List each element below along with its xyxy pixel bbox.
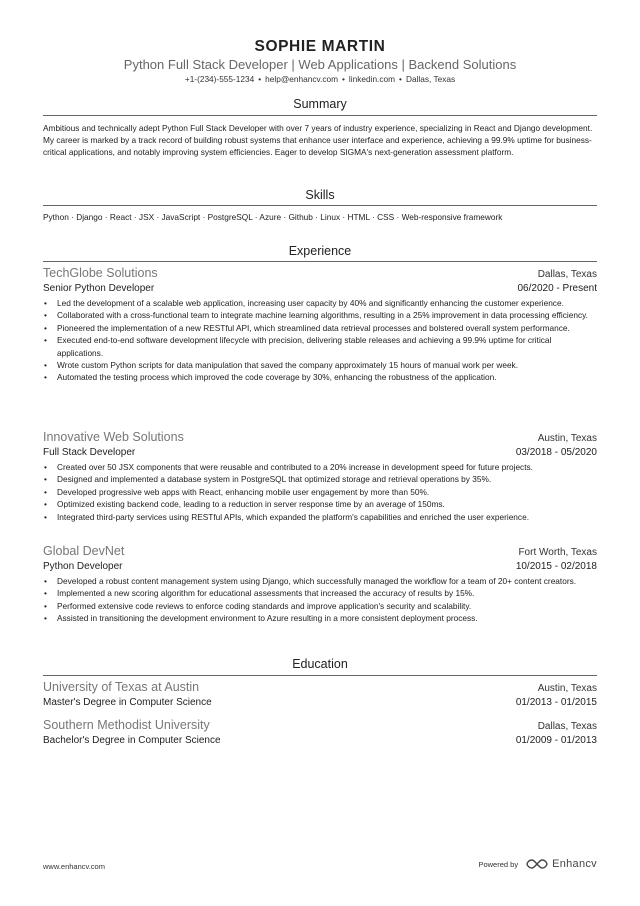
experience-section [43,244,597,258]
contact-separator: • [342,74,345,84]
job-bullets [43,297,597,384]
contact-separator: • [258,74,262,84]
school-location: Austin, Texas [537,683,597,694]
job-dates: 03/2018 - 05/2020 [515,447,597,458]
education-entry [43,718,597,748]
education-section [43,657,597,671]
education-heading: Education [292,657,348,671]
job-entry [43,430,597,523]
job-location: Dallas, Texas [537,269,597,280]
resume-header [0,0,640,85]
candidate-name: SOPHIE MARTIN [254,38,386,55]
section-divider [43,261,597,262]
footer-branding [478,858,597,870]
location-text: Dallas, Texas [405,74,456,84]
job-role: Senior Python Developer [43,283,155,294]
contact-separator: • [399,74,402,84]
bullet-item: • Integrated third-party services using RESTful APIs, which expanded the platform's capabilities and enriched the user experience. [43,511,597,523]
skills-list: Python · Django · React · JSX · JavaScript · PostgreSQL · Azure · Github · Linux · HTML · CSS · Web-responsive framework [43,212,503,222]
job-bullets [43,461,597,523]
contact-line [0,74,640,85]
skills-heading: Skills [305,188,335,202]
email-link[interactable]: help@enhancv.com [265,74,339,84]
bullet-item: • Executed end-to-end software development lifecycle with precision, delivering stable releases and achieving a 99.9% uptime for critical applications. [43,334,597,359]
job-entry [43,266,597,384]
job-bullets [43,575,597,625]
bullet-item: • Created over 50 JSX components that were reusable and contributed to a 20% increase in development speed for future projects. [43,461,597,473]
section-divider [43,115,597,116]
school-name: University of Texas at Austin [43,680,200,694]
bullet-item: • Developed progressive web apps with React, enhancing mobile user engagement by more than 50%. [43,486,597,498]
company-name: Innovative Web Solutions [43,430,184,444]
job-location: Austin, Texas [537,433,597,444]
job-role: Full Stack Developer [43,447,136,458]
job-dates: 10/2015 - 02/2018 [515,561,597,572]
school-name: Southern Methodist University [43,718,210,732]
summary-text: Ambitious and technically adept Python Full Stack Developer with over 7 years of industry experience, specializing in React and Django development. My career is marked by a track record of building robust systems that enhance user interface and experience, achieving a 99.9% uptime for business-critical applications, and notably improving system efficiencies. Eager to develop SIGMA's next-generation assessment platform. [43,123,593,157]
bullet-item: • Developed a robust content management system using Django, which successfully managed the workflow for a team of 20+ content creators. [43,575,597,587]
section-divider [43,205,597,206]
bullet-item: • Designed and implemented a database system in PostgreSQL that optimized storage and retrieval operations by 35%. [43,473,597,485]
education-dates: 01/2013 - 01/2015 [515,697,597,708]
experience-heading: Experience [288,244,352,258]
infinity-logo-icon [526,858,548,870]
summary-section [43,97,597,111]
degree-name: Master's Degree in Computer Science [43,697,212,708]
company-name: TechGlobe Solutions [43,266,158,280]
phone-text: +1-(234)-555-1234 [184,74,255,84]
job-location: Fort Worth, Texas [518,547,597,558]
bullet-item: • Pioneered the implementation of a new RESTful API, which streamlined data retrieval processes and bolstered overall system performance. [43,322,597,334]
candidate-title: Python Full Stack Developer | Web Applications | Backend Solutions [123,57,517,72]
job-role: Python Developer [43,561,123,572]
school-location: Dallas, Texas [537,721,597,732]
summary-heading: Summary [293,97,347,111]
bullet-item: • Optimized existing backend code, leading to a reduction in server response time by an average of 150ms. [43,498,597,510]
job-entry [43,544,597,625]
linkedin-link[interactable]: linkedin.com [348,74,396,84]
brand-name: Enhancv [552,858,597,870]
enhancv-logo[interactable] [526,858,597,870]
section-divider [43,675,597,676]
powered-by-text: Powered by [478,859,519,869]
summary-body [43,122,597,158]
bullet-item: • Led the development of a scalable web application, increasing user capacity by 40% and significantly enhancing the customer experience. [43,297,597,309]
education-dates: 01/2009 - 01/2013 [515,735,597,746]
bullet-item: • Performed extensive code reviews to enforce coding standards and improve application's security and scalability. [43,600,597,612]
bullet-item: • Implemented a new scoring algorithm for educational assessments that increased the accuracy of results by 15%. [43,587,597,599]
company-name: Global DevNet [43,544,125,558]
bullet-item: • Assisted in transitioning the development environment to Azure resulting in a more consistent deployment process. [43,612,597,624]
bullet-item: • Collaborated with a cross-functional team to integrate machine learning algorithms, resulting in a 25% improvement in data processing efficiency. [43,309,597,321]
degree-name: Bachelor's Degree in Computer Science [43,735,221,746]
footer-website-link[interactable]: www.enhancv.com [43,862,105,871]
job-dates: 06/2020 - Present [517,283,597,294]
education-entry [43,680,597,710]
bullet-item: • Wrote custom Python scripts for data manipulation that saved the company approximately 15 hours of manual work per week. [43,359,597,371]
bullet-item: • Automated the testing process which improved the code coverage by 30%, enhancing the robustness of the application. [43,371,597,383]
skills-section [43,188,597,202]
skills-body [43,211,597,223]
